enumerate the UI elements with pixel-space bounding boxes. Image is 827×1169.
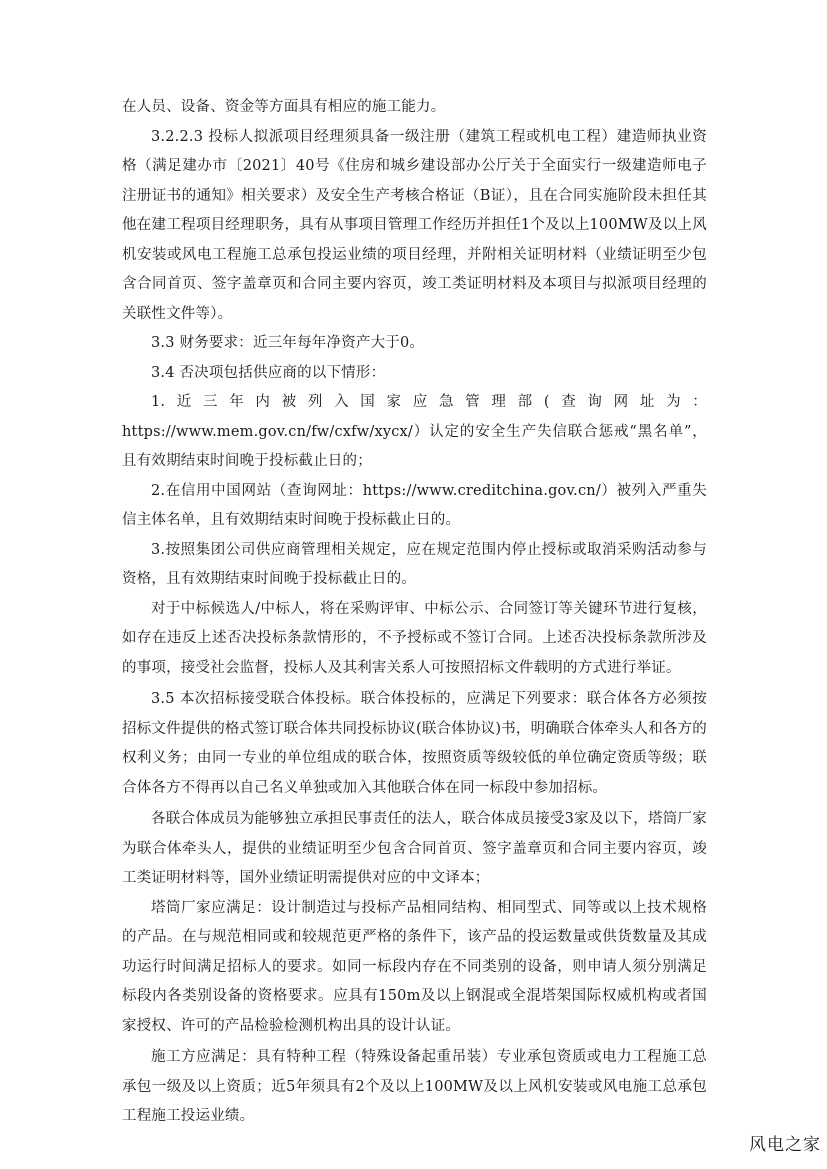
- watermark-text: 风电之家: [749, 1135, 821, 1155]
- paragraph-10: 各联合体成员为能够独立承担民事责任的法人，联合体成员接受3家及以下，塔筒厂家为联合体牵头人，提供的业绩证明至少包含合同首页、签字盖章页和合同主要内容页，竣工类证明材料等，国外业绩证明需提供对应的中文译本；: [122, 811, 707, 886]
- paragraph-3: 3.3 财务要求：近三年每年净资产大于0。: [151, 335, 425, 351]
- paragraph-6: 2.在信用中国网站（查询网址：https://www.creditchina.gov.cn/）被列入严重失信主体名单，且有效期结束时间晚于投标截止日的。: [122, 482, 707, 528]
- paragraph-9: 3.5 本次招标接受联合体投标。联合体投标的，应满足下列要求：联合体各方必须按招标文件提供的格式签订联合体共同投标协议(联合体协议)书，明确联合体牵头人和各方的权利义务；由同一专业的单位组成的联合体，按照资质等级较低的单位确定资质等级；联合体各方不得再以自己名义单独或加入其他联合体在同一标段中参加招标。: [122, 691, 708, 796]
- paragraph-2: 3.2.2.3 投标人拟派项目经理须具备一级注册（建筑工程或机电工程）建造师执业资格（满足建办市〔2021〕40号《住房和城乡建设部办公厅关于全面实行一级建造师电子注册证书的通知》相关要求）及安全生产考核合格证（B证），且在合同实施阶段未担任其他在建工程项目经理职务，具有从事项目管理工作经历并担任1个及以上100MW及以上风机安装或风电工程施工总承包投运业绩的项目经理，并附相关证明材料（业绩证明至少包含合同首页、签字盖章页和合同主要内容页，竣工类证明材料及本项目与拟派项目经理的关联性文件等）。: [122, 128, 707, 322]
- paragraph-12: 施工方应满足：具有特种工程（特殊设备起重吊装）专业承包资质或电力工程施工总承包一级及以上资质；近5年须具有2个及以上100MW及以上风机安装或风电施工总承包工程施工投运业绩。: [122, 1049, 707, 1124]
- paragraph-8: 对于中标候选人/中标人，将在采购评审、中标公示、合同签订等关键环节进行复核，如存在违反上述否决投标条款情形的，不予授标或不签订合同。上述否决投标条款所涉及的事项，接受社会监督，投标人及其利害关系人可按照招标文件载明的方式进行举证。: [122, 600, 707, 676]
- document-body: [122, 93, 707, 1132]
- paragraph-7: 3.按照集团公司供应商管理相关规定，应在规定范围内停止授标或取消采购活动参与资格，且有效期结束时间晚于投标截止日的。: [122, 541, 707, 587]
- paragraph-11: 塔筒厂家应满足：设计制造过与投标产品相同结构、相同型式、同等或以上技术规格的产品。在与规范相同或和较规范更严格的条件下，该产品的投运数量或供货数量及其成功运行时间满足招标人的要求。如同一标段内存在不同类别的设备，则申请人须分别满足标段内各类别设备的资格要求。应具有150m及以上钢混或全混塔架国际权威机构或者国家授权、许可的产品检验检测机构出具的设计认证。: [122, 899, 707, 1034]
- paragraph-5: 1.近三年内被列入国家应急管理部(查询网址为：https://www.mem.gov.cn/fw/cxfw/xycx/）认定的安全生产失信联合惩戒“黑名单”，且有效期结束时间晚于投标截止日的；: [122, 394, 707, 469]
- paragraph-1: 在人员、设备、资金等方面具有相应的施工能力。: [122, 99, 446, 115]
- paragraph-4: 3.4 否决项包括供应商的以下情形：: [151, 364, 386, 381]
